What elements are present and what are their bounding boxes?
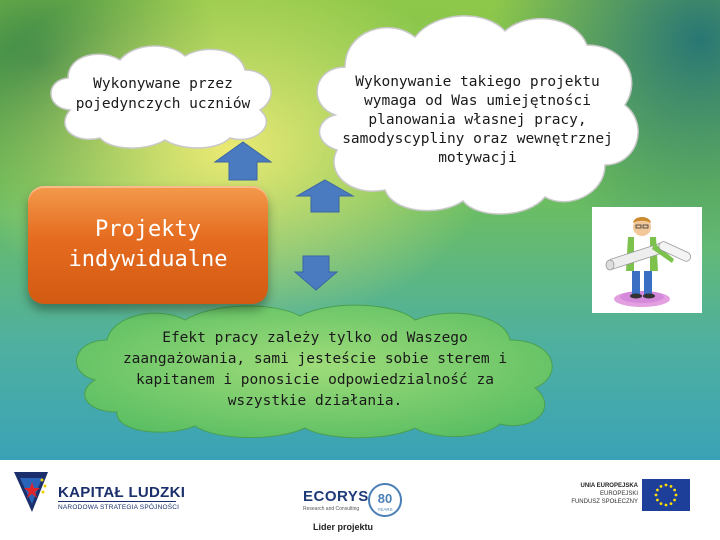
ecorys-subtitle: Research and Consulting: [303, 506, 360, 512]
ecorys-80-years-icon: [367, 482, 403, 518]
cloud-bottom-text: Efekt pracy zależy tylko od Waszego zaangażowania, sami jesteście sobie sterem i kapitanem i ponosicie odpowiedzialność za wszystkie działania.: [122, 330, 508, 409]
kapital-ludzki-rule: [58, 501, 176, 502]
ecorys-badge-word: YEARS: [377, 507, 393, 512]
lider-projektu-label: Lider projektu: [313, 522, 374, 532]
ecorys-logo-text: ECORYS: [303, 488, 369, 505]
ecorys-badge-number: 80: [377, 491, 393, 506]
cloud-left-text: Wykonywane przez pojedynczych uczniów: [75, 76, 251, 112]
projekty-indywidualne-label: Projekty indywidualne: [68, 217, 228, 272]
arrow-up-icon: [295, 178, 355, 214]
student-with-scroll-icon: [592, 207, 702, 313]
cloud-bubble-right: [305, 5, 650, 220]
eu-text-block: [520, 482, 638, 506]
cloud-bubble-left: [40, 40, 285, 150]
footer-logos: [0, 460, 720, 540]
kapital-ludzki-title: KAPITAŁ LUDZKI: [58, 484, 186, 501]
eu-flag-icon: [642, 479, 690, 511]
cloud-bubble-bottom: [55, 300, 575, 440]
student-illustration: [592, 207, 702, 313]
eu-line-3: FUNDUSZ SPOŁECZNY: [571, 499, 638, 505]
eu-line-1: UNIA EUROPEJSKA: [580, 483, 638, 489]
projekty-indywidualne-box: [28, 186, 268, 304]
kapital-ludzki-logo-icon: [12, 470, 52, 514]
cloud-right-text: Wykonywanie takiego projektu wymaga od Was umiejętności planowania własnej pracy, samodyscypliny oraz wewnętrznej motywacji: [342, 73, 613, 166]
eu-line-2: EUROPEJSKI: [599, 491, 638, 497]
kapital-ludzki-subtitle: NARODOWA STRATEGIA SPÓJNOŚCI: [58, 504, 180, 511]
arrow-down-icon: [293, 254, 339, 292]
arrow-up-icon: [213, 140, 273, 182]
